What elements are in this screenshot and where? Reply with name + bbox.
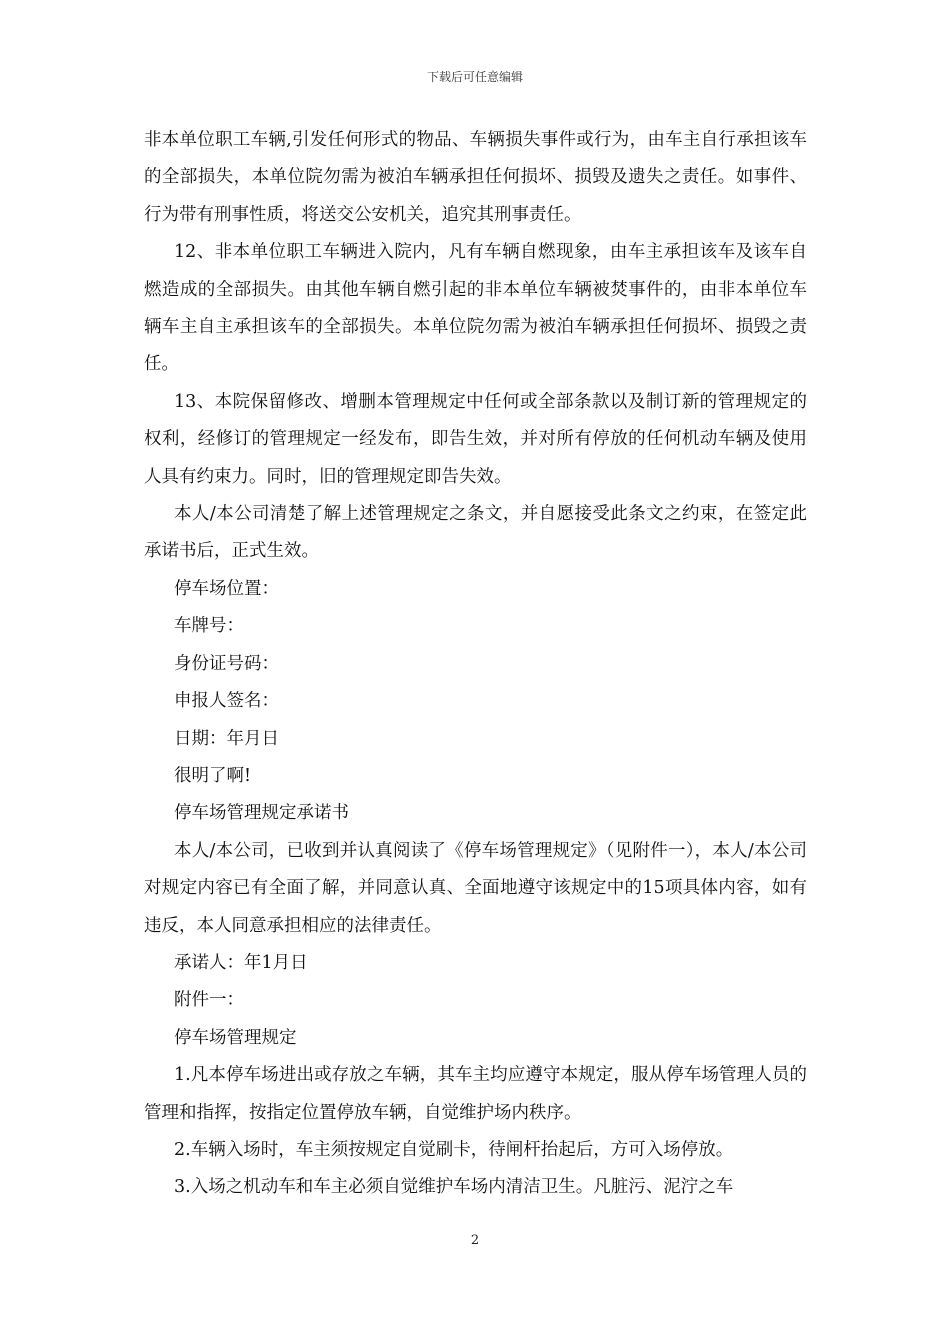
attachment-label: 附件一： <box>174 990 244 1011</box>
document-body <box>144 122 807 1207</box>
field-applicant-signature: 申报人签名： <box>174 691 279 712</box>
paragraph: 13、本院保留修改、增删本管理规定中任何或全部条款以及制订新的管理规定的权利，经修订的管理规定一经发布，即告生效，并对所有停放的任何机动车辆及使用人具有约束力。同时，旧的管理规定即告失效。 <box>144 391 807 487</box>
field-id-number: 身份证号码： <box>174 653 279 674</box>
field-promisor: 承诺人：年1月日 <box>174 952 308 973</box>
paragraph: 很明了啊! <box>174 765 252 786</box>
rule-item: 2.车辆入场时，车主须按规定自觉刷卡，待闸杆抬起后，方可入场停放。 <box>174 1139 734 1160</box>
section-title: 停车场管理规定承诺书 <box>174 803 349 824</box>
field-date: 日期：年月日 <box>174 728 279 749</box>
header-note: 下载后可任意编辑 <box>426 70 523 84</box>
rule-item: 3.入场之机动车和车主必须自觉维护车场内清洁卫生。凡脏污、泥泞之车 <box>174 1177 734 1198</box>
rule-item: 1.凡本停车场进出或存放之车辆，其车主均应遵守本规定，服从停车场管理人员的管理和指挥，按指定位置停放车辆，自觉维护场内秩序。 <box>144 1065 807 1123</box>
field-plate-number: 车牌号： <box>174 616 244 637</box>
paragraph: 12、非本单位职工车辆进入院内，凡有车辆自燃现象，由车主承担该车及该车自燃造成的全部损失。由其他车辆自燃引起的非本单位车辆被焚事件的，由非本单位车辆车主自主承担该车的全部损失。本单位院勿需为被泊车辆承担任何损坏、损毁之责任。 <box>144 242 807 375</box>
page-number: 2 <box>470 1233 480 1248</box>
paragraph: 本人/本公司清楚了解上述管理规定之条文，并自愿接受此条文之约束，在签定此承诺书后，正式生效。 <box>144 504 807 562</box>
paragraph: 非本单位职工车辆,引发任何形式的物品、车辆损失事件或行为，由车主自行承担该车的全部损失，本单位院勿需为被泊车辆承担任何损坏、损毁及遗失之责任。如事件、行为带有刑事性质，将送交公安机关，追究其刑事责任。 <box>144 130 807 225</box>
section-title: 停车场管理规定 <box>174 1027 297 1048</box>
field-parking-location: 停车场位置： <box>174 578 279 599</box>
paragraph: 本人/本公司，已收到并认真阅读了《停车场管理规定》（见附件一），本人/本公司对规定内容已有全面了解，并同意认真、全面地遵守该规定中的15项具体内容，如有违反，本人同意承担相应的法律责任。 <box>144 840 807 936</box>
